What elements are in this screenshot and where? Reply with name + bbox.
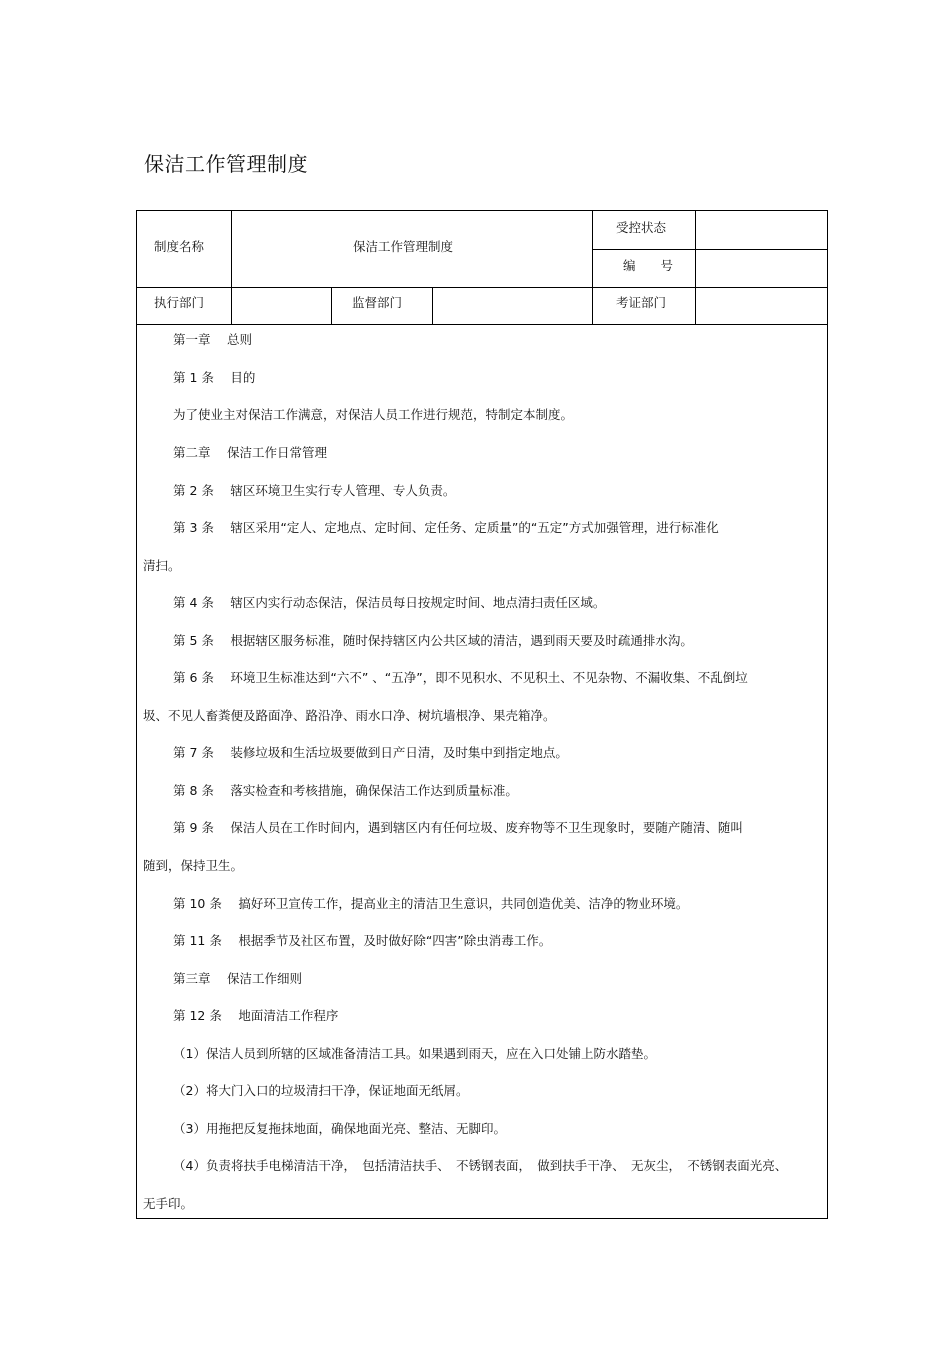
control-status-label: 受控状态 [616,220,667,235]
chapter-heading: 第二章 保洁工作日常管理 [173,445,327,460]
article-continuation: 随到，保持卫生。 [143,858,244,873]
name-label: 制度名称 [154,239,205,254]
supervise-dept-label: 监督部门 [352,295,403,310]
procedure-continuation: 无手印。 [143,1196,194,1211]
chapter-heading: 第三章 保洁工作细则 [173,971,302,986]
procedure-step: （3）用拖把反复拖抹地面，确保地面光亮、整洁、无脚印。 [173,1121,506,1136]
chapter-heading: 第一章 总则 [173,332,252,347]
col-divider [231,211,232,324]
regulation-table [136,210,828,1219]
article-line: 第 9 条 保洁人员在工作时间内，遇到辖区内有任何垃圾、废弃物等不卫生现象时，要随产随清、随叫 [173,820,743,835]
article-line: 第 6 条 环境卫生标准达到“六不” 、“五净”，即不见积水、不见积土、不见杂物、不漏收集、不乱倒垃 [173,670,748,685]
article-continuation: 圾、不见人畜粪便及路面净、路沿净、雨水口净、树坑墙根净、果壳箱净。 [143,708,556,723]
verify-dept-label: 考证部门 [616,295,667,310]
paragraph-line: 为了使业主对保洁工作满意，对保洁人员工作进行规范，特制定本制度。 [173,407,574,422]
row-divider [137,287,828,288]
article-line: 第 12 条 地面清洁工作程序 [173,1008,339,1023]
procedure-step: （1）保洁人员到所辖的区域准备清洁工具。如果遇到雨天，应在入口处铺上防水踏垫。 [173,1046,656,1061]
article-line: 第 4 条 辖区内实行动态保洁，保洁员每日按规定时间、地点清扫责任区域。 [173,595,606,610]
number-label: 编 号 [623,258,674,273]
col-divider [432,287,433,324]
page-title: 保洁工作管理制度 [144,152,308,176]
exec-dept-label: 执行部门 [154,295,205,310]
col-divider [592,211,593,324]
article-line: 第 8 条 落实检查和考核措施，确保保洁工作达到质量标准。 [173,783,518,798]
article-line: 第 1 条 目的 [173,370,256,385]
name-value: 保洁工作管理制度 [353,239,454,254]
procedure-step: （4）负责将扶手电梯清洁干净， 包括清洁扶手、 不锈钢表面， 做到扶手干净、 无灰尘， 不锈钢表面光亮、 [173,1158,788,1173]
procedure-step: （2）将大门入口的垃圾清扫干净，保证地面无纸屑。 [173,1083,469,1098]
article-line: 第 5 条 根据辖区服务标准，随时保持辖区内公共区域的清洁，遇到雨天要及时疏通排水沟。 [173,633,693,648]
row-divider [592,249,828,250]
article-line: 第 11 条 根据季节及社区布置，及时做好除“四害”除虫消毒工作。 [173,933,552,948]
article-line: 第 2 条 辖区环境卫生实行专人管理、专人负责。 [173,483,456,498]
article-line: 第 3 条 辖区采用“定人、定地点、定时间、定任务、定质量”的“五定”方式加强管理，进行标准化 [173,520,719,535]
col-divider [331,287,332,324]
article-continuation: 清扫。 [143,558,181,573]
row-divider [137,324,828,325]
article-line: 第 7 条 装修垃圾和生活垃圾要做到日产日清，及时集中到指定地点。 [173,745,568,760]
article-line: 第 10 条 搞好环卫宣传工作，提高业主的清洁卫生意识，共同创造优美、洁净的物业环境。 [173,896,689,911]
col-divider [695,211,696,324]
